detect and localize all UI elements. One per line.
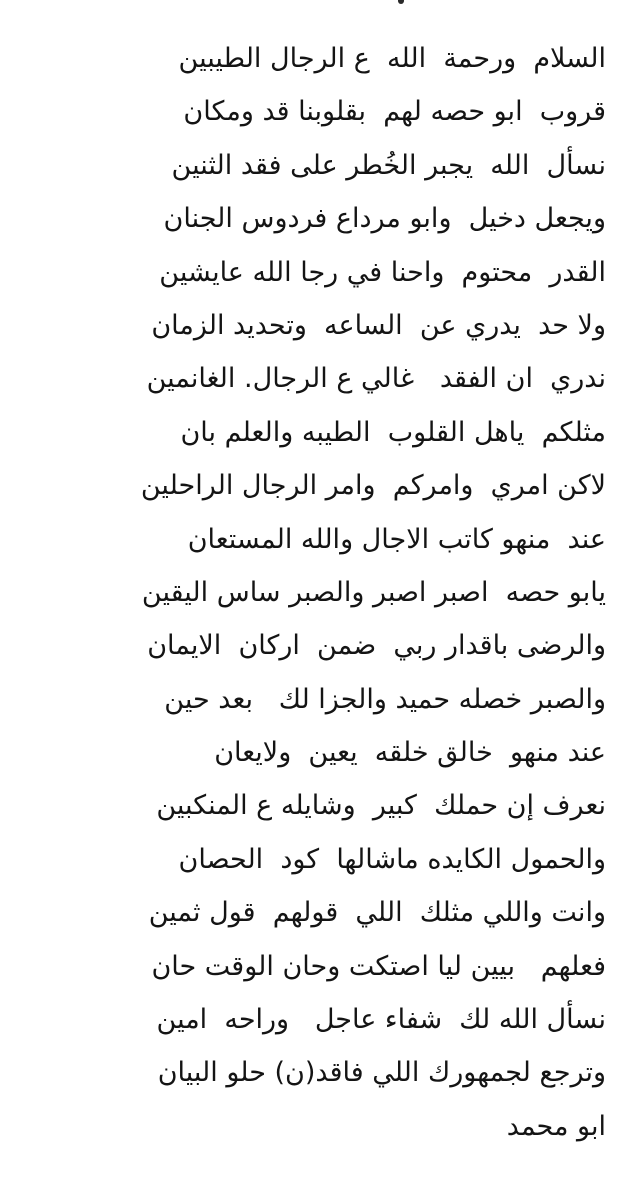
poem-line-20: وترجع لجمهورك اللي فاقد(ن) حلو البيان (157, 1057, 606, 1089)
poem-line-15: نعرف إن حملك كبير وشايله ع المنكبين (156, 790, 606, 822)
poem-line-12: والرضى باقدار ربي ضمن اركان الايمان (147, 630, 606, 662)
poem-line-18: فعلهم بيين ليا اصتكت وحان الوقت حان (151, 950, 606, 982)
poem-line-10: عند منهو كاتب الاجال والله المستعان (187, 523, 606, 555)
poem-line-17: وانت واللي مثلك اللي قولهم قول ثمين (148, 897, 606, 929)
poem-line-5: القدر محتوم واحنا في رجا الله عايشين (159, 256, 606, 288)
top-edge-mark (398, 0, 404, 4)
poem-line-8: مثلكم ياهل القلوب الطيبه والعلم بان (180, 416, 606, 448)
poem-line-6: ولا حد يدري عن الساعه وتحديد الزمان (151, 309, 606, 341)
poem-line-4: ويجعل دخيل وابو مرداع فردوس الجنان (163, 203, 606, 235)
poem-line-11: يابو حصه اصبر اصبر والصبر ساس اليقين (141, 576, 606, 608)
poem-line-2: قروب ابو حصه لهم بقلوبنا قد ومكان (183, 96, 606, 128)
poem-line-16: والحمول الكايده ماشالها كود الحصان (178, 843, 606, 875)
poem-line-1: السلام ورحمة الله ع الرجال الطيبين (178, 43, 606, 74)
poem-line-19: نسأل الله لك شفاء عاجل وراحه امين (156, 1004, 606, 1036)
poem-body (28, 32, 606, 1153)
poem-line-14: عند منهو خالق خلقه يعين ولايعان (214, 737, 606, 769)
signature-line: ابو محمد (506, 1110, 606, 1142)
poem-line-13: والصبر خصله حميد والجزا لك بعد حين (164, 683, 606, 715)
poem-line-7: ندري ان الفقد غالي ع الرجال. الغانمين (146, 363, 606, 395)
poem-line-9: لاكن امري وامركم وامر الرجال الراحلين (140, 470, 606, 502)
poem-line-3: نسأل الله يجبر الخُطر على فقد الثنين (171, 149, 606, 181)
